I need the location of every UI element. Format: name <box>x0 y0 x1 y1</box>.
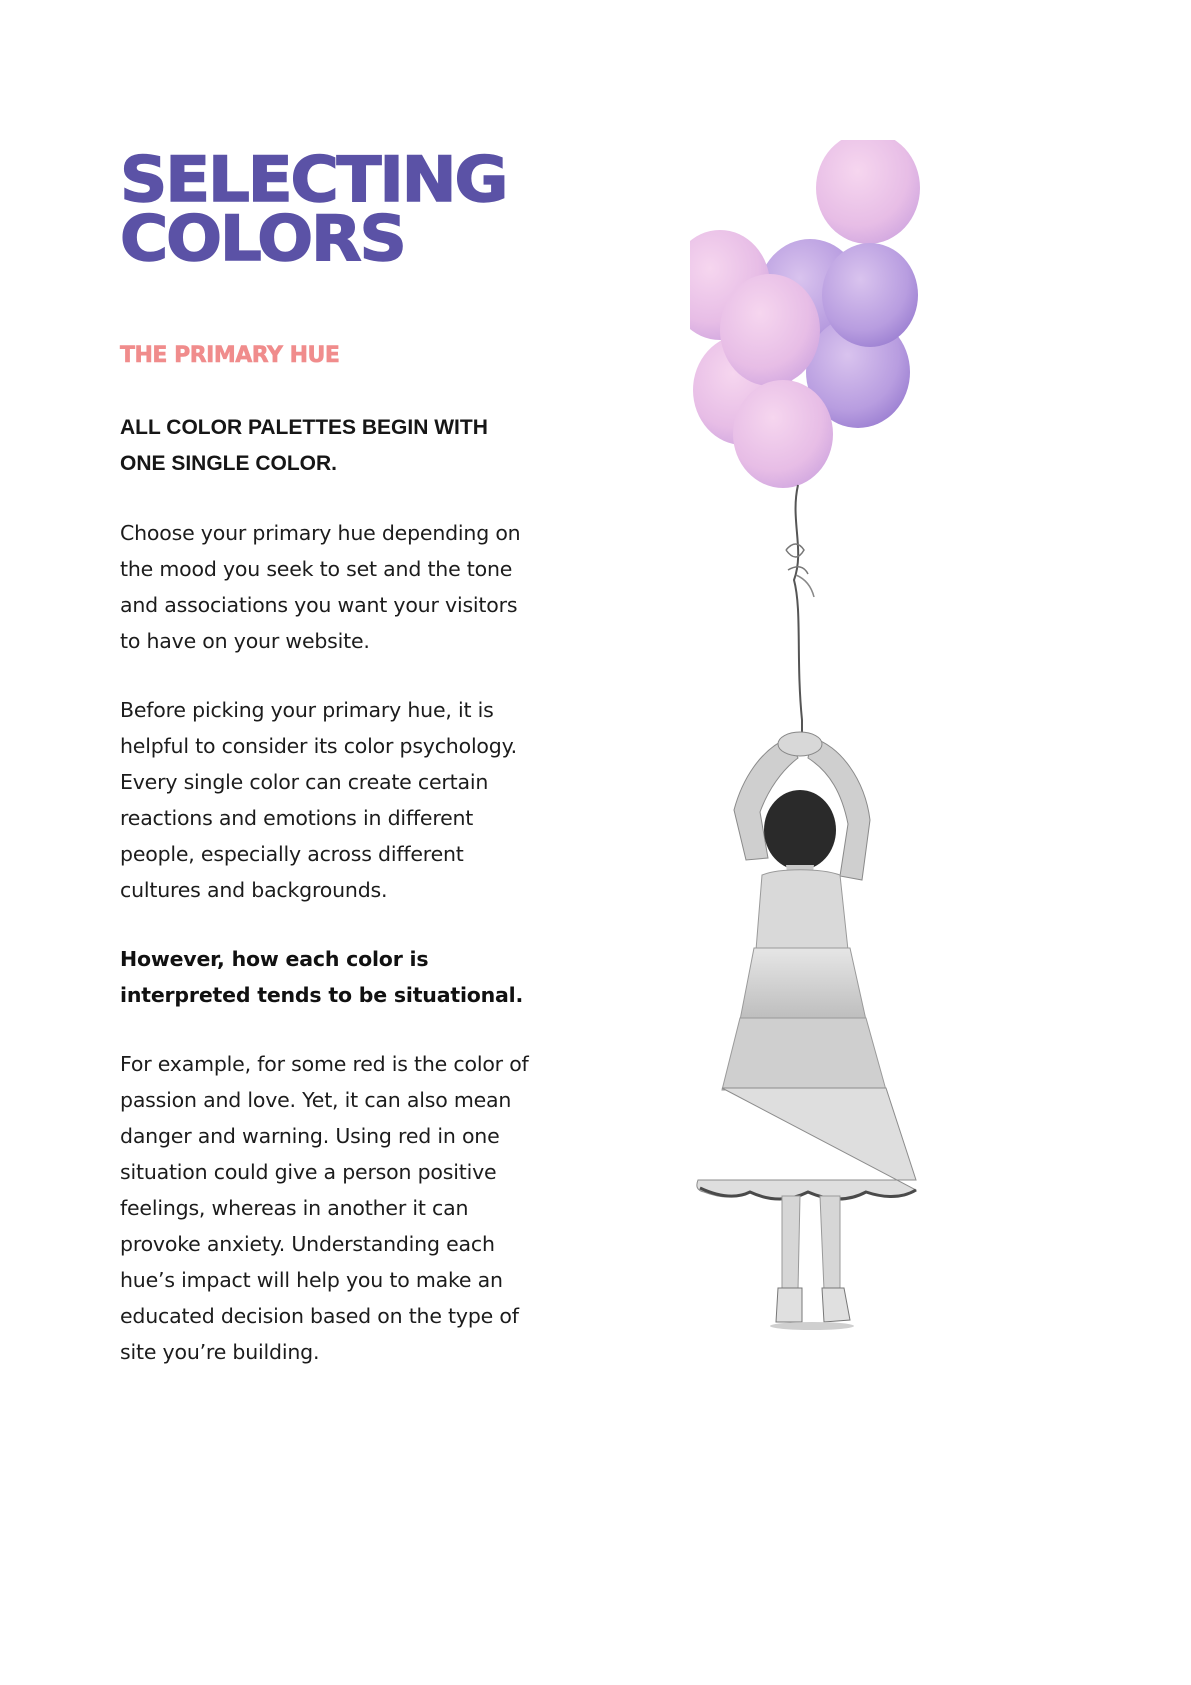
page-title-line-2: COLORS <box>120 202 405 275</box>
balloon-string <box>794 485 802 740</box>
right-leg <box>820 1196 840 1290</box>
left-leg <box>782 1196 800 1290</box>
hands <box>778 732 822 756</box>
dress-tier-3 <box>697 1088 916 1199</box>
lead-line-2: ONE SINGLE COLOR. <box>120 452 338 475</box>
section-subtitle: THE PRIMARY HUE <box>120 343 340 368</box>
paragraph-primary-hue: Choose your primary hue depending on the mood you seek to set and the tone and associations you want your visitors to have on your website. <box>120 521 521 653</box>
dress-tier-2 <box>722 1018 886 1090</box>
balloon <box>733 380 833 488</box>
page-title-line-1: SELECTING <box>120 143 507 216</box>
balloons-figure <box>690 140 960 1440</box>
balloon <box>822 243 918 347</box>
balloon <box>720 274 820 386</box>
left-shoe <box>776 1288 802 1322</box>
ground-shadow <box>770 1322 854 1330</box>
page-title <box>120 143 555 275</box>
right-shoe <box>822 1288 850 1322</box>
girl-with-balloons-illustration <box>690 140 960 1440</box>
emphasis-statement: However, how each color is interpreted tends to be situational. <box>120 947 524 1007</box>
lead-line-1: ALL COLOR PALETTES BEGIN WITH <box>120 416 488 439</box>
balloon <box>816 140 920 244</box>
dress-bodice <box>756 870 848 950</box>
paragraph-example: For example, for some red is the color of passion and love. Yet, it can also mean danger and warning. Using red in one situation could give a person positive feelings, whereas in another it can provoke anxiety. Understanding each hue’s impact will help you to make an educated decision based on the type of site you’re building. <box>120 1052 529 1364</box>
dress-tier-1 <box>740 948 866 1020</box>
balloon-ribbon <box>796 575 814 597</box>
lead-statement <box>120 410 530 482</box>
paragraph-color-psychology: Before picking your primary hue, it is helpful to consider its color psychology. Every single color can create certain reactions and emotions in different people, especially across different cultures and backgrounds. <box>120 698 517 902</box>
head <box>764 790 836 870</box>
text-column <box>120 143 530 1370</box>
